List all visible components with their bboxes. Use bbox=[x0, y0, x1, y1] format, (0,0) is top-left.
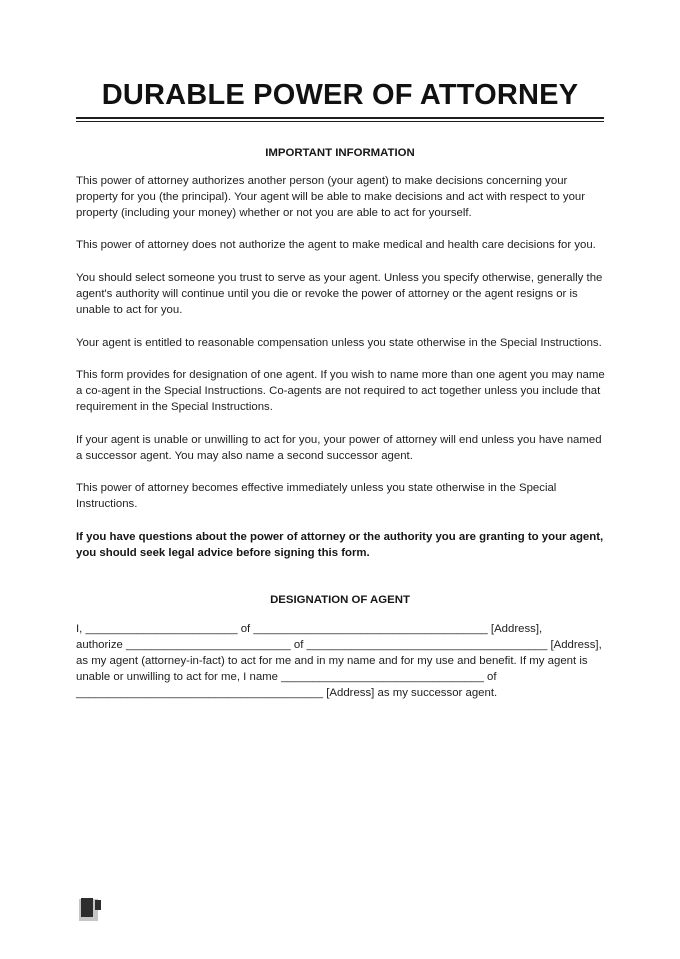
paragraph-line: you should seek legal advice before signing this form. bbox=[76, 546, 370, 559]
logo-small-block bbox=[95, 900, 101, 910]
paragraph-line: a successor agent. You may also name a second successor agent. bbox=[76, 449, 413, 462]
paragraph-line: Your agent is entitled to reasonable compensation unless you state otherwise in the Special Instructions. bbox=[76, 336, 602, 349]
paragraph-line: This power of attorney becomes effective immediately unless you state otherwise in the Special bbox=[76, 482, 557, 495]
paragraph-line: property (including your money) whether or not you are able to act for yourself. bbox=[76, 206, 472, 219]
paragraph-line: property for you (the principal). Your agent will be able to make decisions and act with respect to your bbox=[76, 190, 586, 203]
legal-templates-logo-icon bbox=[79, 898, 101, 921]
form-line-principal: I, ________________________ of _____________________________________ [Address], bbox=[76, 622, 543, 635]
paragraph-line: unable to act for you. bbox=[76, 303, 183, 316]
document-title: DURABLE POWER OF ATTORNEY bbox=[101, 79, 579, 111]
form-line-successor-address: _______________________________________ [Address] as my successor agent. bbox=[76, 687, 498, 700]
title-rule bbox=[76, 117, 604, 122]
paragraph-line: This power of attorney does not authorize the agent to make medical and health care decisions for you. bbox=[76, 239, 596, 252]
info-paragraph-medical bbox=[76, 238, 604, 254]
info-paragraph-successor bbox=[76, 433, 604, 465]
important-information-heading: IMPORTANT INFORMATION bbox=[265, 147, 415, 159]
paragraph-line: Instructions. bbox=[76, 498, 138, 511]
info-paragraph-authorizes bbox=[76, 174, 604, 221]
paragraph-line: If you have questions about the power of attorney or the authority you are granting to your agent, bbox=[76, 530, 604, 543]
designation-paragraph bbox=[76, 621, 604, 702]
info-paragraph-co-agent bbox=[76, 368, 604, 415]
paragraph-line: a co-agent in the Special Instructions. Co-agents are not required to act together unless you include that bbox=[76, 385, 601, 398]
paragraph-line: If your agent is unable or unwilling to act for you, your power of attorney will end unless you have named bbox=[76, 433, 602, 446]
info-paragraph-effective bbox=[76, 481, 604, 513]
logo-main-block bbox=[81, 898, 93, 917]
form-line-successor-name: unable or unwilling to act for me, I name ________________________________ of bbox=[76, 671, 497, 684]
paragraph-line: This form provides for designation of one agent. If you wish to name more than one agent you may name bbox=[76, 369, 605, 382]
paragraph-line: agent's authority will continue until you die or revoke the power of attorney or the agent resigns or is bbox=[76, 287, 578, 300]
paragraph-line: requirement in the Special Instructions. bbox=[76, 400, 273, 413]
form-line-agent: authorize __________________________ of ______________________________________ [Address], bbox=[76, 638, 602, 651]
form-line-text: as my agent (attorney-in-fact) to act for me and in my name and for my use and benefit. If my agent is bbox=[76, 654, 588, 667]
legal-advice-notice bbox=[76, 530, 604, 562]
document-page bbox=[0, 79, 680, 702]
info-paragraph-select-agent bbox=[76, 271, 604, 318]
designation-of-agent-heading: DESIGNATION OF AGENT bbox=[270, 593, 410, 606]
info-paragraph-compensation bbox=[76, 336, 604, 352]
paragraph-line: This power of attorney authorizes another person (your agent) to make decisions concerning your bbox=[76, 175, 568, 187]
paragraph-line: You should select someone you trust to serve as your agent. Unless you specify otherwise, generally the bbox=[76, 272, 603, 285]
